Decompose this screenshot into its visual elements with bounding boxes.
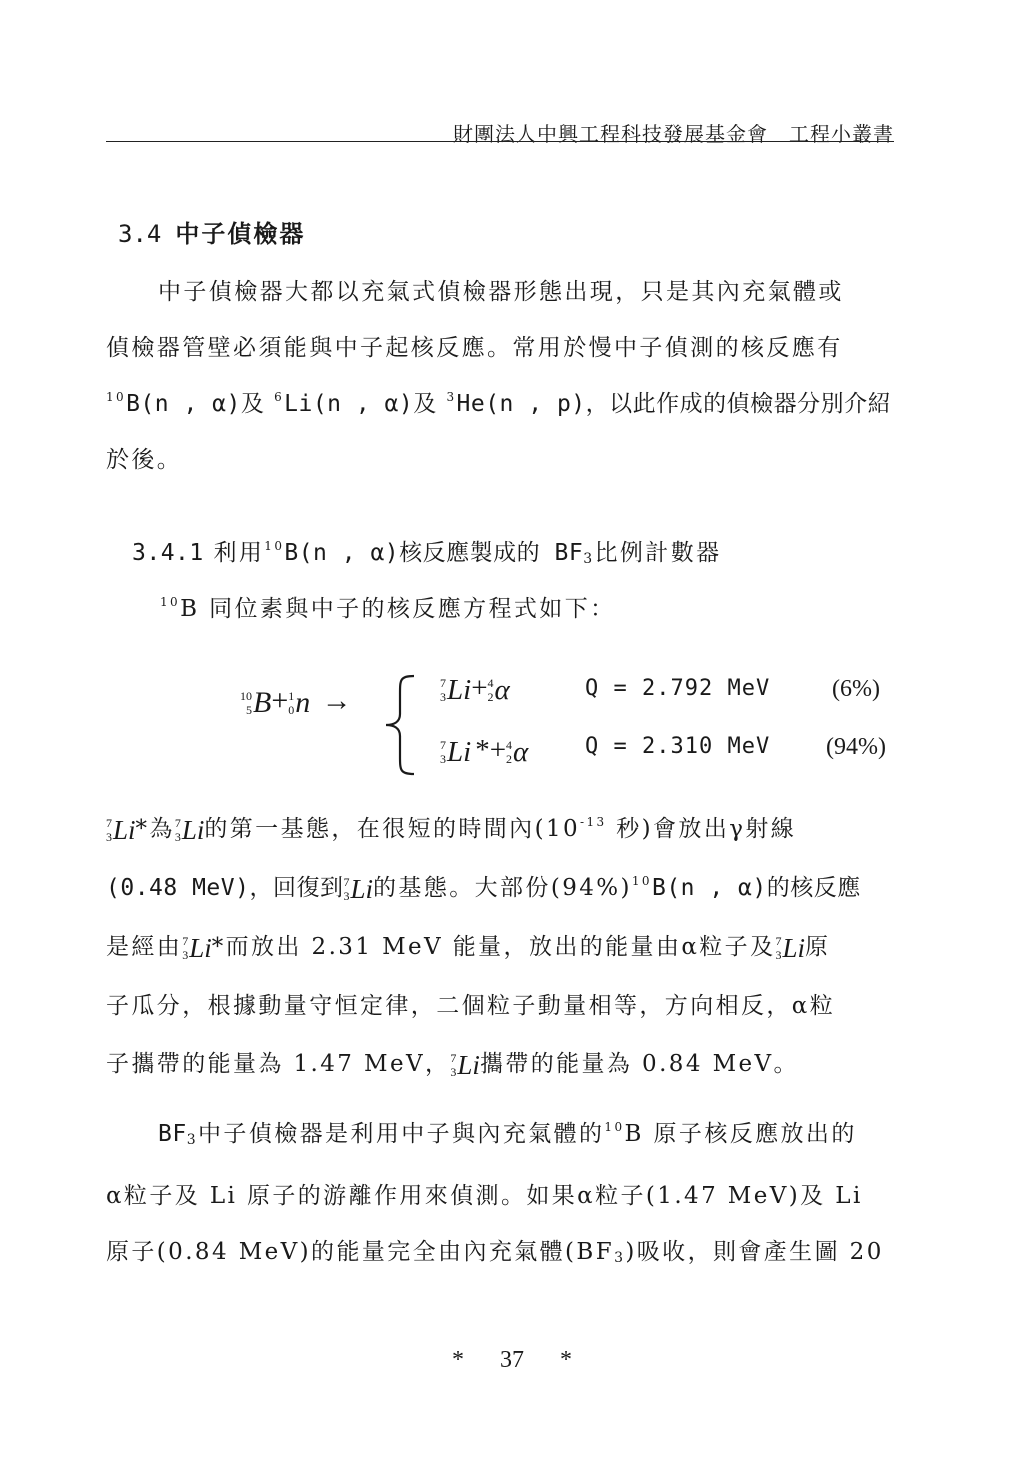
p2-l2-text-a: (0.48 MeV)，回復到 bbox=[106, 875, 344, 901]
p2-l2-text-d: B(n , α)的核反應 bbox=[651, 875, 861, 901]
r2-star-plus: *+ bbox=[475, 734, 507, 766]
r1-li-z: 3 bbox=[440, 690, 446, 705]
p2-l2-mass: 7 bbox=[343, 875, 350, 889]
subsection-pre: 利用 bbox=[213, 540, 265, 566]
equation-row-2 bbox=[440, 734, 528, 769]
p2-l1b-z: 3 bbox=[174, 830, 181, 844]
page-number: 37 bbox=[500, 1347, 524, 1373]
q-value-2: Q = 2.310 MeV bbox=[585, 734, 771, 759]
p1-line-1: 中子偵檢器大都以充氣式偵檢器形態出現，只是其內充氣體或 bbox=[158, 279, 844, 305]
p3-l1-text-c: 中子偵檢器是利用中子與內充氣體的 bbox=[198, 1121, 605, 1147]
lhs-n-mass: 1 bbox=[288, 689, 295, 704]
footer-star-right: * bbox=[560, 1347, 572, 1373]
p2-line-1 bbox=[106, 800, 896, 859]
p2-l1-text-b: 的第一基態，在很短的時間內(10 bbox=[204, 816, 581, 842]
r1-a-mass: 4 bbox=[487, 676, 494, 691]
q-value-1: Q = 2.792 MeV bbox=[585, 676, 771, 701]
subsection-number: 3.4.1 bbox=[132, 540, 204, 566]
r2-a-z: 2 bbox=[506, 752, 513, 767]
p2-line-2 bbox=[106, 859, 896, 918]
p1-li6-mass: 6 bbox=[274, 390, 285, 404]
r2-alpha: α bbox=[513, 735, 529, 768]
p2-l3-mass: 7 bbox=[182, 934, 189, 948]
p2-l1-z: 3 bbox=[106, 830, 112, 844]
p2-line-5 bbox=[106, 1035, 896, 1094]
lhs-plus: + bbox=[271, 684, 289, 717]
paragraph-2 bbox=[106, 800, 896, 1094]
subsection-post: B(n , α)核反應製成的 BF bbox=[284, 540, 584, 566]
p2-l5-li: Li bbox=[457, 1050, 480, 1080]
curly-brace bbox=[380, 670, 420, 780]
lhs-b-z: 5 bbox=[246, 703, 252, 718]
r1-li: Li bbox=[447, 673, 472, 706]
p2-line-4: 子瓜分，根據動量守恒定律，二個粒子動量相等，方向相反，α粒 bbox=[106, 993, 836, 1019]
r2-li-mass: 7 bbox=[440, 738, 446, 753]
header-rule bbox=[106, 141, 894, 142]
lhs-boron bbox=[240, 686, 271, 720]
p3-l3-text-c: )吸收，則會產生圖 20 bbox=[625, 1239, 884, 1265]
p2-l1-text-a: *為 bbox=[135, 816, 175, 842]
p1-b10-mass: 10 bbox=[106, 390, 127, 404]
p3-l1-sup: 10 bbox=[604, 1120, 625, 1134]
p2-l2-text-b: 的基態。大部份(94%) bbox=[373, 875, 632, 901]
p2-l1-text-d: 秒)會放出γ射線 bbox=[606, 816, 797, 842]
p2-l1b-li: Li bbox=[181, 815, 205, 845]
branch-pct-1: (6%) bbox=[832, 676, 880, 702]
section-heading bbox=[118, 214, 305, 249]
page-footer bbox=[0, 1347, 1024, 1374]
r1-li-mass: 7 bbox=[440, 676, 446, 691]
paragraph-1 bbox=[106, 264, 896, 488]
p1-he-reaction: He(n , p)，以此作成的偵檢器分別介紹 bbox=[456, 391, 892, 417]
lhs-b: B bbox=[253, 686, 272, 720]
equation-row-1 bbox=[440, 672, 510, 707]
running-header: 財團法人中興工程科技發展基金會 工程小叢書 bbox=[453, 122, 894, 146]
p2-l3-text-a: 是經由 bbox=[106, 934, 183, 960]
p2-l1-exp: -13 bbox=[580, 815, 607, 829]
p2-l5-z: 3 bbox=[450, 1065, 457, 1079]
p2-l1b-mass: 7 bbox=[174, 816, 181, 830]
p3-l3-text-a: 原子(0.84 MeV)的能量完全由內充氣體(BF bbox=[106, 1239, 615, 1265]
footer-star-left: * bbox=[452, 1347, 464, 1373]
section-number: 3.4 bbox=[118, 220, 162, 248]
p2-l3-z: 3 bbox=[182, 948, 189, 962]
p2-l2-sup: 10 bbox=[631, 874, 652, 888]
lhs-n-z: 0 bbox=[288, 703, 295, 718]
lhs-neutron bbox=[288, 686, 310, 720]
p2-l2-z: 3 bbox=[343, 889, 350, 903]
p1-he3-mass: 3 bbox=[446, 390, 457, 404]
p2-l2-li: Li bbox=[350, 874, 374, 904]
section-title: 中子偵檢器 bbox=[175, 220, 306, 248]
r2-a-mass: 4 bbox=[506, 738, 513, 753]
r2-li: Li bbox=[447, 735, 472, 768]
branch-pct-2: (94%) bbox=[826, 734, 886, 760]
r1-a-z: 2 bbox=[487, 690, 494, 705]
p3-line-2: α粒子及 Li 原子的游離作用來偵測。如果α粒子(1.47 MeV)及 Li bbox=[106, 1183, 863, 1209]
p3-bf-sub: 3 bbox=[186, 1132, 199, 1148]
p1-li-reaction: Li(n , α)及 bbox=[284, 391, 437, 417]
lhs-n: n bbox=[295, 686, 311, 720]
p1-line-3 bbox=[106, 376, 896, 432]
p2-l5-mass: 7 bbox=[450, 1051, 457, 1065]
r1-plus: + bbox=[471, 672, 488, 704]
r2-li-z: 3 bbox=[440, 752, 446, 767]
p1-b-reaction: B(n , α)及 bbox=[126, 391, 265, 417]
r1-alpha: α bbox=[494, 673, 510, 706]
p3-line-1 bbox=[106, 1106, 896, 1168]
paragraph-3 bbox=[106, 1106, 896, 1286]
equation-intro bbox=[160, 590, 616, 623]
p3-l1-text-e: B 原子核反應放出的 bbox=[624, 1121, 857, 1147]
p2-l3b-li: Li bbox=[782, 933, 806, 963]
p2-l3b-z: 3 bbox=[775, 948, 782, 962]
subsection-sup: 10 bbox=[264, 539, 285, 553]
p1-line-4: 於後。 bbox=[106, 447, 183, 473]
p2-l3b-mass: 7 bbox=[775, 934, 782, 948]
p2-l1-li: Li bbox=[113, 815, 136, 845]
p2-l1-mass: 7 bbox=[106, 816, 112, 830]
reaction-arrow: → bbox=[321, 684, 352, 717]
p1-line-2: 偵檢器管壁必須能與中子起核反應。常用於慢中子偵測的核反應有 bbox=[106, 335, 843, 361]
p3-l3-sub: 3 bbox=[614, 1250, 626, 1266]
intro-text: B 同位素與中子的核反應方程式如下： bbox=[180, 596, 616, 622]
equation-lhs bbox=[240, 684, 352, 720]
intro-sup: 10 bbox=[160, 595, 181, 609]
p2-l5-text-b: 攜帶的能量為 0.84 MeV。 bbox=[479, 1051, 799, 1077]
p2-l5-text-a: 子攜帶的能量為 1.47 MeV， bbox=[106, 1051, 451, 1077]
subsection-tail: 比例計數器 bbox=[594, 540, 722, 566]
p2-l3-text-b: *而放出 2.31 MeV 能量，放出的能量由α粒子及 bbox=[211, 934, 776, 960]
p3-line-3 bbox=[106, 1224, 896, 1286]
p2-l3-li: Li bbox=[189, 933, 212, 963]
p2-line-3 bbox=[106, 918, 896, 977]
lhs-b-mass: 10 bbox=[240, 689, 252, 704]
subsection-sub: 3 bbox=[583, 551, 595, 567]
p2-l3-text-c: 原 bbox=[805, 934, 831, 960]
subsection-heading bbox=[132, 534, 722, 567]
p3-bf: BF bbox=[158, 1121, 187, 1147]
